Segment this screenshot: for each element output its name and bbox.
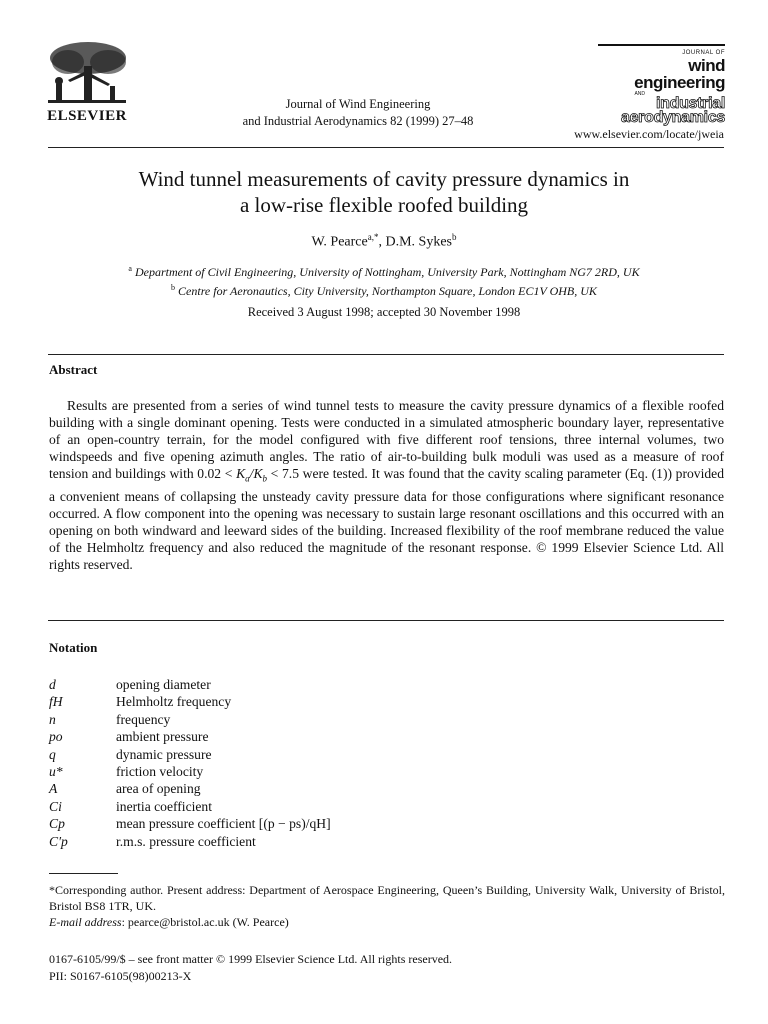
publisher-name: ELSEVIER: [47, 108, 127, 124]
k-b-sub: b: [262, 473, 268, 484]
footnote-divider: [49, 873, 118, 874]
notation-row: [49, 815, 549, 832]
journal-url[interactable]: www.elsevier.com/locate/jweia: [574, 127, 724, 141]
author-list: [40, 232, 728, 251]
notation-symbol: Cp: [49, 816, 65, 832]
abstract-bottom-divider: [48, 620, 724, 621]
author-1-affil: a,*: [367, 232, 379, 242]
notation-symbol: u*: [49, 763, 63, 779]
notation-symbol: fH: [49, 694, 63, 710]
author-2: D.M. Sykes: [385, 234, 452, 250]
notation-symbol: d: [49, 677, 56, 692]
notation-description: inertia coefficient: [116, 798, 212, 814]
notation-description: dynamic pressure: [116, 746, 212, 762]
abstract-text-1: Results are presented from a series of wind tunnel tests to measure the cavity pressure dynamics of a flexible roofed building with a single dominant opening. Tests were conducted in a simulated atmospheric boundary layer, representative of an open-country terrain, for the model configured with five different roof tensions, three internal volumes, two windspeeds and five opening azimuth angles. The ratio of air-to-building bulk moduli was used as a measure of roof tension and buildings with 0.02 <: [49, 398, 724, 481]
notation-description: friction velocity: [116, 763, 204, 779]
notation-description: mean pressure coefficient [(p − ps)/qH]: [116, 816, 331, 832]
notation-heading: Notation: [49, 640, 98, 655]
journal-logo-big: wind engineering: [634, 56, 725, 92]
notation-symbol: Ci: [49, 798, 62, 814]
journal-logo-and: AND: [634, 91, 645, 97]
notation-description: ambient pressure: [116, 729, 209, 745]
k-slash: /: [249, 466, 254, 481]
k-b-symbol: K: [253, 466, 263, 481]
author-1: W. Pearce: [311, 234, 368, 250]
affiliation-b: [40, 280, 728, 299]
elsevier-logo: [38, 40, 138, 125]
notation-row: [49, 676, 549, 693]
affiliation-a: [40, 261, 728, 280]
journal-logo-small: JOURNAL OF: [682, 50, 725, 56]
journal-logo-rule: [598, 44, 725, 46]
notation-row: [49, 728, 549, 745]
affiliations: [40, 261, 728, 299]
notation-row: [49, 833, 549, 850]
notation-row: [49, 711, 549, 728]
journal-logo-outline-1: industrial: [655, 95, 725, 112]
footnote-corresponding: [49, 882, 725, 930]
notation-row: [49, 798, 549, 815]
k-a-symbol: K: [236, 466, 246, 481]
journal-logo-outline-2: aerodynamics: [620, 109, 725, 126]
affiliation-b-marker: b: [171, 283, 176, 292]
notation-row: [49, 780, 549, 797]
email-address[interactable]: : pearce@bristol.ac.uk (W. Pearce): [121, 915, 289, 929]
corresponding-marker: *: [49, 883, 55, 897]
k-a-sub: a: [245, 473, 250, 484]
notation-description: r.m.s. pressure coefficient: [116, 833, 256, 849]
notation-symbol: n: [49, 711, 56, 727]
journal-logo: [598, 44, 725, 125]
email-label: E-mail address: [49, 915, 122, 929]
pii-line: PII: S0167-6105(98)00213-X: [49, 969, 192, 983]
header-divider: [48, 147, 724, 148]
notation-description: area of opening: [116, 781, 201, 797]
journal-line-1: Journal of Wind Engineering: [285, 97, 431, 111]
author-2-affil: b: [452, 232, 457, 242]
notation-row: [49, 746, 549, 763]
elsevier-tree-icon: [38, 40, 136, 106]
abstract-heading: Abstract: [49, 362, 98, 377]
title-line-2: a low-rise flexible roofed building: [239, 193, 529, 217]
affiliation-a-marker: a: [128, 264, 132, 273]
notation-description: frequency: [116, 711, 171, 727]
abstract-text-2: < 7.5 were tested. It was found that the cavity scaling parameter (Eq. (1)) provided a convenient means of collapsing the unsteady cavity pressure data for those configurations where significant resonance occurred. A flow component into the opening was necessary to sustain large resonant oscillations and this occurred with an opening on both windward and leeward sides of the building. Increased flexibility of the roof membrane reduced the value of the Helmholtz frequency and also reduced the magnitude of the resonant response.: [49, 466, 724, 555]
journal-citation: [200, 96, 516, 130]
notation-row: [49, 763, 549, 780]
received-dates: Received 3 August 1998; accepted 30 November 1998: [247, 305, 521, 319]
abstract-copyright: © 1999 Elsevier Science Ltd. All rights reserved.: [49, 539, 724, 572]
affiliation-a-text: Department of Civil Engineering, University of Nottingham, University Park, Nottingham NG7 2RD, UK: [134, 265, 640, 279]
email-line: [49, 914, 725, 930]
notation-description: Helmholtz frequency: [116, 694, 232, 710]
notation-symbol: po: [49, 729, 63, 745]
article-title: [40, 166, 728, 218]
notation-row: [49, 693, 549, 710]
notation-symbol: q: [49, 746, 56, 762]
corresponding-author: [49, 882, 725, 914]
abstract-body: [49, 397, 724, 573]
abstract-top-divider: [48, 354, 724, 355]
notation-list: [49, 676, 549, 850]
issn-line: 0167-6105/99/$ – see front matter © 1999 Elsevier Science Ltd. All rights reserved.: [49, 952, 453, 966]
k-ratio: [236, 466, 268, 484]
notation-symbol: C′p: [49, 833, 68, 849]
notation-description: opening diameter: [116, 677, 211, 692]
author-separator: ,: [378, 234, 386, 250]
publication-info: [49, 951, 725, 985]
journal-line-2: and Industrial Aerodynamics 82 (1999) 27–48: [242, 114, 474, 128]
title-line-1: Wind tunnel measurements of cavity pressure dynamics in: [138, 167, 630, 191]
notation-symbol: A: [49, 781, 58, 797]
affiliation-b-text: Centre for Aeronautics, City University, Northampton Square, London EC1V OHB, UK: [178, 284, 597, 298]
corresponding-text: Corresponding author. Present address: Department of Aerospace Engineering, Queen’s Building, University Walk, University of Bristol, Bristol BS8 1TR, UK.: [49, 883, 725, 913]
